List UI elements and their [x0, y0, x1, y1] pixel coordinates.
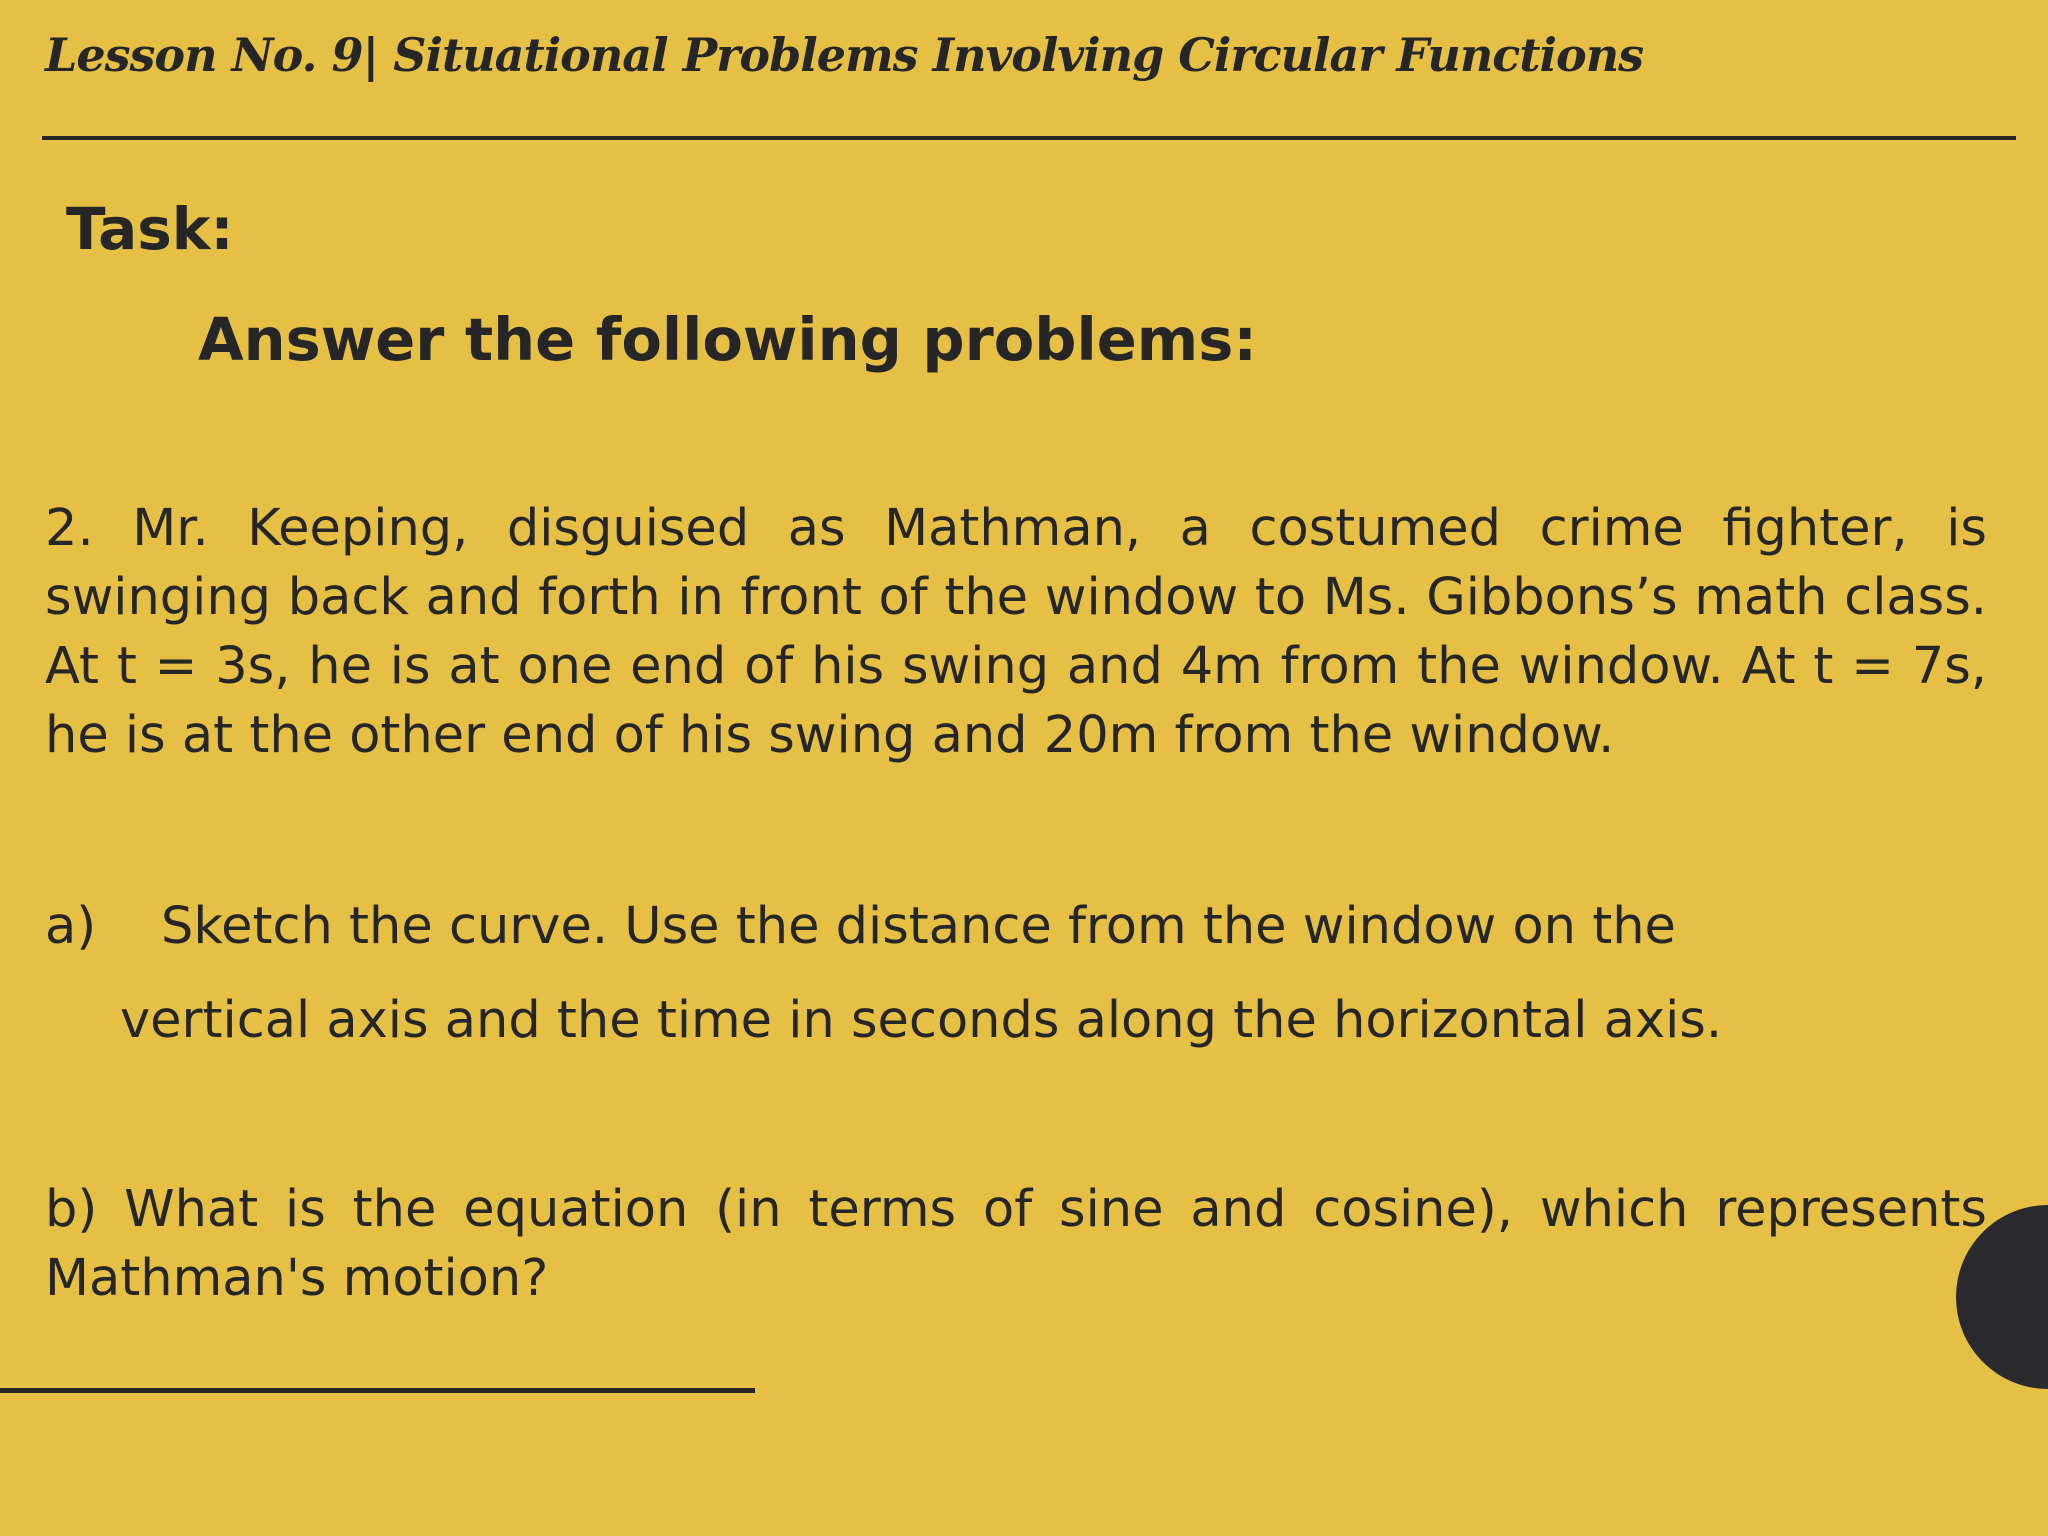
part-a-marker: a) [45, 897, 97, 956]
part-a-text-1: Sketch the curve. Use the distance from the window on the [161, 897, 1676, 956]
part-a-line-1 [45, 892, 1676, 961]
part-b-question: b) What is the equation (in terms of sine and cosine), which represents Mathman's motion? [45, 1180, 1987, 1308]
part-a-line-2: vertical axis and the time in seconds along the horizontal axis. [120, 991, 1723, 1050]
problem-statement: 2. Mr. Keeping, disguised as Mathman, a costumed crime fighter, is swinging back and forth in front of the window to Ms. Gibbons’s math class. At t = 3s, he is at one end of his swing and 4m from the window. At t = 7s, he is at the other end of his swing and 20m from the window. [45, 499, 1987, 765]
lesson-title: Lesson No. 9| Situational Problems Involving Circular Functions [45, 28, 1644, 82]
task-heading: Task: [66, 195, 234, 263]
header-divider [42, 136, 2016, 140]
task-instruction: Answer the following problems: [198, 305, 1257, 374]
footer-divider [0, 1388, 755, 1393]
